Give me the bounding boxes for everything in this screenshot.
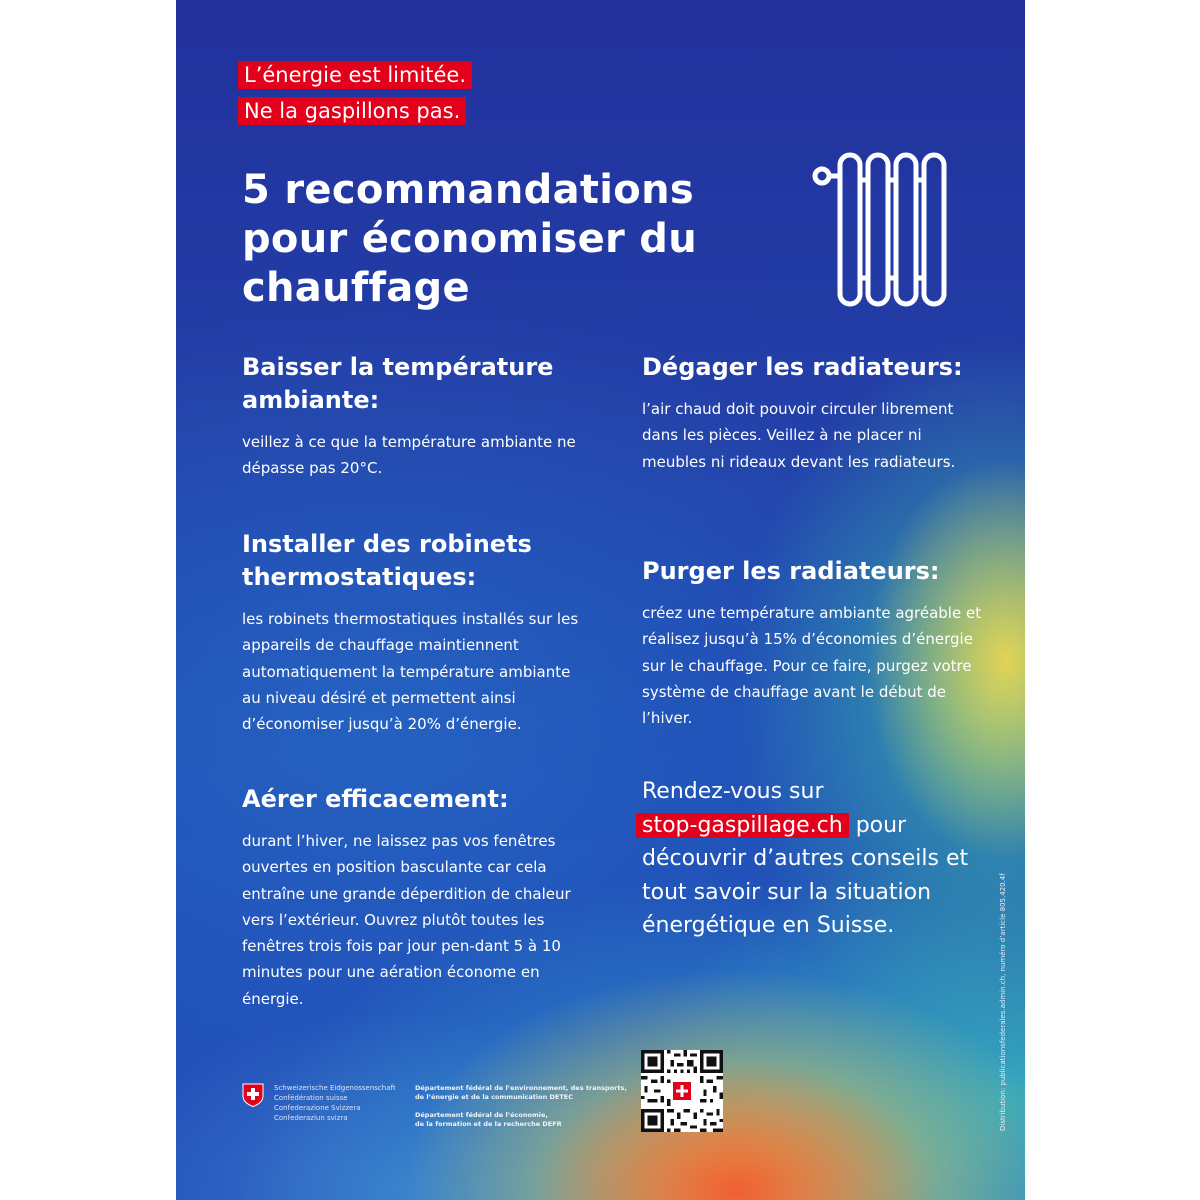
cta-website-link[interactable]: stop-gaspillage.ch: [636, 813, 849, 838]
call-to-action: [642, 775, 1002, 943]
confederation-name-it: Confederazione Svizzera: [274, 1104, 361, 1112]
page-title-line-3: chauffage: [242, 265, 470, 311]
radiator-icon: [812, 150, 958, 308]
tip-bleed-radiators: [642, 555, 987, 731]
confederation-name-rm: Confederaziun svizra: [274, 1114, 348, 1122]
page-title: [242, 166, 722, 313]
tip-lower-temperature: [242, 351, 582, 482]
page-title-line-1: 5 recommandations: [242, 167, 694, 213]
department-credits: [415, 1084, 627, 1129]
distribution-note: [998, 855, 1012, 1135]
defr-line-1: Département fédéral de l’économie,: [415, 1111, 548, 1119]
tip-body: durant l’hiver, ne laissez pas vos fenêtres ouvertes en position basculante car cela entraîne une grande déperdition de chaleur vers l’extérieur. Ouvrez plutôt toutes les fenêtres trois fois par jour pen-dant 5 à 10 minutes pour une aération économe en énergie.: [242, 832, 571, 1008]
tip-heading: Dégager les radiateurs:: [642, 353, 963, 381]
confederation-name-de: Schweizerische Eidgenossenschaft: [274, 1084, 396, 1092]
headline-dont-waste: Ne la gaspillons pas.: [238, 97, 466, 125]
headline-energy-limited: L’énergie est limitée.: [238, 61, 472, 89]
tip-thermostatic-valves: [242, 528, 587, 737]
detec-line-2: de l’énergie et de la communication DETEC: [415, 1093, 573, 1101]
tip-body: veillez à ce que la température ambiante ne dépasse pas 20°C.: [242, 433, 576, 478]
tip-heading: Aérer efficacement:: [242, 785, 509, 813]
tip-clear-radiators: [642, 351, 982, 475]
defr-line-2: de la formation et de la recherche DEFR: [415, 1120, 562, 1128]
swiss-confederation-logo: [242, 1083, 396, 1123]
cta-prefix: Rendez-vous sur: [642, 779, 824, 804]
swiss-cross-icon: [242, 1083, 264, 1107]
poster: [176, 0, 1025, 1200]
qr-code-icon[interactable]: [641, 1050, 723, 1132]
confederation-names: [274, 1083, 396, 1123]
distribution-text: Distribution: publicationsfederales.admin.ch, numéro d’article 805.420.4f: [999, 873, 1007, 1131]
tip-body: les robinets thermostatiques installés sur les appareils de chauffage maintiennent automatiquement la température ambiante au niveau désiré et permettent ainsi d’économiser jusqu’à 20% d’énergie.: [242, 610, 579, 734]
tip-body: créez une température ambiante agréable et réalisez jusqu’à 15% d’économies d’énergie sur le chauffage. Pour ce faire, purgez votre système de chauffage avant le début de l’hiver.: [642, 604, 982, 728]
cta-suffix: pour découvrir d’autres conseils et tout savoir sur la situation énergétique en Suisse.: [642, 812, 969, 938]
page-title-line-2: pour économiser du: [242, 216, 698, 262]
tip-heading: Purger les radiateurs:: [642, 557, 940, 585]
tip-heading: Installer des robinets thermostatiques:: [242, 530, 532, 591]
tip-ventilate-efficiently: [242, 783, 587, 1012]
detec-line-1: Département fédéral de l’environnement, des transports,: [415, 1084, 627, 1092]
confederation-name-fr: Confédération suisse: [274, 1094, 348, 1102]
tip-heading: Baisser la température ambiante:: [242, 353, 554, 414]
tip-body: l’air chaud doit pouvoir circuler librement dans les pièces. Veillez à ne placer ni meubles ni rideaux devant les radiateurs.: [642, 400, 956, 471]
